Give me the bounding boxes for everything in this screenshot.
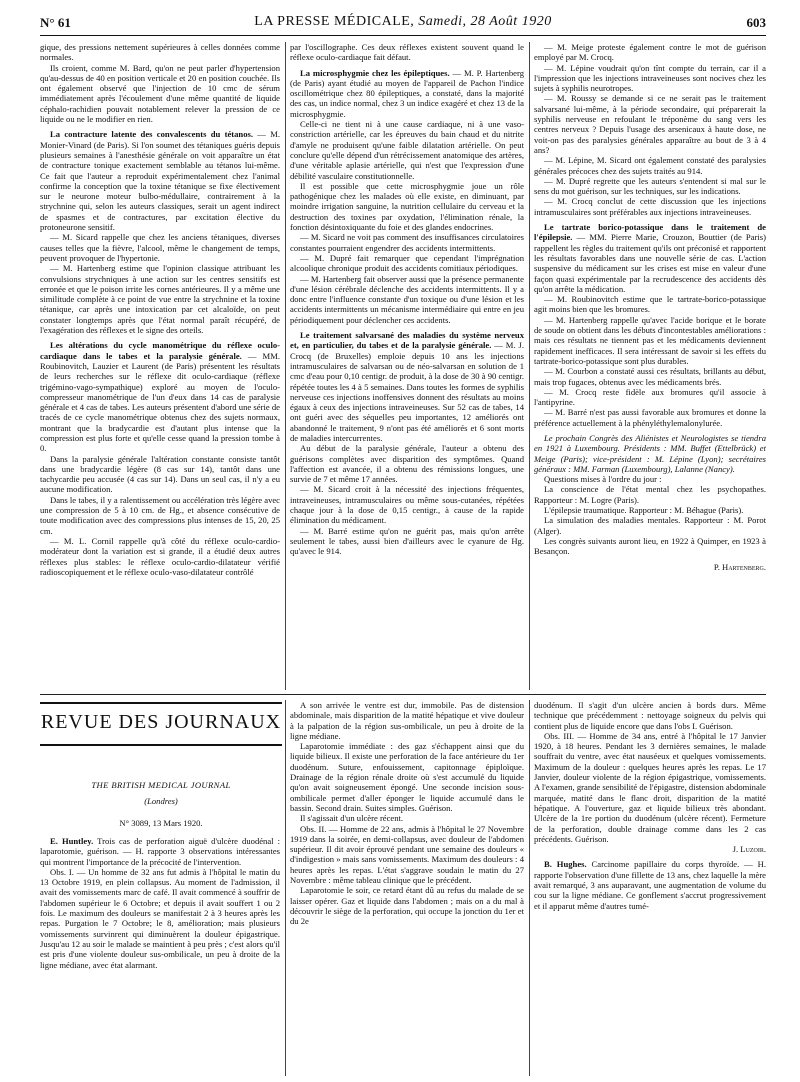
paragraph [290,181,524,232]
top-column-1 [40,42,280,690]
column-rule [529,42,530,690]
paragraph [534,294,766,315]
paragraph [534,155,766,176]
paragraph-text: gique, des pressions nettement supérieures à celles données comme normales. [40,42,280,63]
bottom-column-1 [40,836,280,1076]
paragraph [534,176,766,197]
paragraph [40,263,280,335]
paragraph-heading: La contracture latente des convalescents du tétanos. [50,129,253,140]
journal-title: LA PRESSE MÉDICALE, [254,14,415,29]
paragraph-text: Les congrès suivants auront lieu, en 1922 à Quimper, en 1923 à Besançon. [534,535,766,557]
paragraph [534,515,766,536]
paragraph [534,42,766,63]
running-title [40,14,766,30]
paragraph-text: Au début de la paralysie générale, l'auteur a obtenu des guérisons complètes avec disparition des symptômes. Quand l'affection est avancée, il a obtenu des rémissions longues, une survie de 7 et même 17 années. [290,443,524,485]
column-rule [529,700,530,1076]
top-column-2 [290,42,524,690]
paragraph [534,859,766,910]
column-rule [285,42,286,690]
paragraph-text: Carcinome papillaire du corps thyroïde. — H. rapporte l'observation d'une fillette de 13 ans, chez laquelle la mère avait remarqué, 3 ans auparavant, une augmentation de volume du cou sur la ligne médiane. Ce gonflement s'accrut progressivement et il apparut même d'autres tumé- [534,859,766,911]
paragraph-text: La conscience de l'état mental chez les psychopathes. Rapporteur : M. Logre (Paris). [534,484,766,505]
journal-name: THE BRITISH MEDICAL JOURNAL [91,780,231,790]
paragraph [290,700,524,741]
paragraph [40,42,280,63]
paragraph [40,495,280,536]
paragraph [290,274,524,325]
paragraph-text: L'épilepsie traumatique. Rapporteur : M. Béhague (Paris). [544,505,744,516]
paragraph [40,836,280,867]
paragraph-text: — M. Hartenberg fait observer aussi que la présence permanente d'une lésion cérébrale déclenche des accidents intermittents. Il y a donc entre l'influence constante d'un toxique ou d'une lésion et les accidents intermittents un mécanisme intermédiaire qui entre en jeu périodiquement pour déclencher ces accidents. [290,273,524,325]
paragraph-text: Le prochain Congrès des Aliénistes et Neurologistes se tiendra en 1921 à Luxembourg. Présidents : MM. Buffet (Ettelbrück) et Meige (Paris); vice-président : M. Lépine (Lyon); secrétaires généraux : MM. Farman (Luxembourg), Lalanne (Nancy). [534,432,766,474]
paragraph [534,700,766,731]
paragraph [534,196,766,217]
paragraph [534,433,766,474]
paragraph-text: — M. Sicard ne voit pas comment des insuffisances circulatoires constantes pourraient engendrer des accidents intermittents. [290,232,524,253]
paragraph [534,407,766,428]
paragraph-text: Il est possible que cette microsphygmie joue un rôle pathogénique chez les malades où elle existe, en diminuant, par moindre irrigation sanguine, la nutrition cellulaire du cerveau et la destruction des toxines par oxydation, l'élimination rénale, la fonction désintoxiquante du foie et des glandes endocrines. [290,180,524,233]
paragraph-text: — M. Lépine, M. Sicard ont également constaté des paralysies générales précoces chez des sujets traités au 914. [534,155,766,176]
paragraph-text: La simulation des maladies mentales. Rapporteur : M. Porot (Alger). [534,515,766,536]
page-number: 603 [746,15,766,30]
author-signature: J. Luzoir. [732,844,766,855]
top-column-3 [534,42,766,690]
paragraph [290,232,524,253]
paragraph [40,129,280,232]
paragraph-text: Questions mises à l'ordre du jour : [544,474,662,485]
paragraph-text: Laparotomie immédiate : des gaz s'échappent ainsi que du liquide bilieux. Il existe une perforation de la face antérieure du 1er duodénum. Suture, enfouissement, capitonnage épiploïque. Drainage de la région rénale droite où s'est accumulé du liquide qu'on avait soigneusement épongé. Une seconde incision sous-ombilicale permet d'aller éponger le liquide accumulé dans le bassin. Second drain. Suites simples. Guérison. [290,741,524,813]
paragraph [534,731,766,844]
section-banner [40,702,282,746]
paragraph-heading: Le traitement salvarsané des maladies du système nerveux et, en particulier, du tabes et de la paralysie générale. [290,330,524,351]
paragraph-text: Obs. III. — Homme de 34 ans, entré à l'hôpital le 17 Janvier 1920, à 18 heures. Pendant les 3 dernières semaines, le malade souffrait du ventre, avec état nauséeux et quelques vomissements. Maximum de la douleur : quelques heures après les repas. Le 17 Janvier, douleur violente de la région épigastrique, vomissements. A l'examen, grande sensibilité de l'épigastre, distension abdominale marquée, matité dans le flanc droit, disparition de la matité hépatique. A l'ouverture, gaz et liquide bilieux très abondant. Ulcère de la 1re portion du duodénum (ulcère récent). Fermeture de la perforation, double drainage comme dans les 2 cas précédents. Guérison. [534,730,766,844]
paragraph-text: — M. Dupré fait remarquer que cependant l'imprégnation alcoolique chronique produit des accidents comitiaux périodiques. [290,252,524,274]
paragraph [40,63,280,125]
paragraph [534,366,766,387]
paragraph-text: Obs. II. — Homme de 22 ans, admis à l'hôpital le 27 Novembre 1919 dans la soirée, en demi-collapsus, avec douleur de l'abdomen supérieur. Il dit avoir éprouvé pendant une semaine des douleurs « d'indigestion » mais sans vomissements. Maximum des douleurs : 4 heures après les repas. L'état s'aggrave soudain le matin du 27 Novembre : même tableau clinique que le précédent. [290,823,524,886]
paragraph [290,253,524,274]
paragraph-text: — M. Crocq reste fidèle aux bromures qu'il associe à l'antipyrine. [534,386,766,408]
paragraph [40,454,280,495]
paragraph-text: A son arrivée le ventre est dur, immobile. Pas de distension abdominale, mais disparition de la matité hépatique et vive douleur à la palpation de la région sus-ombilicale, un peu à droite de la ligne médiane. [290,700,524,741]
paragraph-text: duodénum. Il s'agit d'un ulcère ancien à bords durs. Même technique que précédemment : nettoyage soigneux du pelvis qui contient plus de liquide encore que dans l'obs I. Guérison. [534,700,766,731]
paragraph-heading: E. Huntley. [50,836,94,846]
paragraph-text: Laparotomie le soir, ce retard étant dû au refus du malade de se laisser opérer. Gaz et liquide dans l'abdomen ; mais on a du mal à découvrir le siège de la perforation, qui occupe la jonction du 1er et du 2e [290,885,524,927]
paragraph-text: — M. J. Crocq (de Bruxelles) emploie depuis 10 ans les injections intramusculaires de salvarsan ou de néo-salvarsan en solution de 1 cmc d'eau pour 0,10 centigr. de produit, à la dose de 30 à 90 centigr. répétée toutes les 4 à 5 semaines. Dans toutes les formes de syphilis nerveuse ces injections inoffensives donnent des résultats au moins égaux à ceux des injections intraveineuses. Sur 52 cas de tabes, 14 ont guéri avec des séquelles peu importantes, 12 améliorés ont abandonné le traitement, 9 n'ont pas été améliorés et 6 sont morts de maladies intercurrentes. [290,340,524,443]
issue-number: N° 61 [40,15,71,30]
paragraph-text: — MM. Pierre Marie, Crouzon, Bouttier (de Paris) rappellent les règles du traitement qu'ils ont préconisé et rapportent les résultats favorables dans une nouvelle série de cas. L'action suspensive du médicament sur les crises est mise en valeur d'une façon quasi expérimentale par la recrudescence des accidents dès qu'on arrête la médication. [534,232,766,294]
paragraph-text: par l'oscillographe. Ces deux réflexes existent souvent quand le réflexe oculo-cardiaque fait défaut. [290,42,524,63]
paragraph-text: — M. Lépine voudrait qu'on tînt compte du terrain, car il a l'impression que les injections intraveineuses sont nocives chez les sujets à syphilis neurotropes. [534,62,766,94]
paragraph-text: — M. Hartenberg rappelle qu'avec l'acide borique et le borate de soude on obtient dans les débuts d'incontestables améliorations : mais ces résultats ne tiennent pas et les médicaments deviennent rapidement inefficaces. Il sera intéressant de savoir si les effets du tartrate-borico-potassique sont plus durables. [534,314,766,366]
paragraph [534,63,766,94]
paragraph [290,824,524,886]
paragraph-text: Obs. I. — Un homme de 32 ans fut admis à l'hôpital le matin du 13 Octobre 1919, en plein collapsus. Au moment de l'admission, il avait des vomissements marc de café. Il avait commencé à souffrir de l'abdomen supérieur le 6 Octobre; et depuis il avait souffert 1 ou 2 fois. Le maximum des douleurs se manifestait 2 à 3 heures après les repas. Purgation le 7 Octobre; le 8, amélioration; mais plusieurs vomissements survinrent qui diminuèrent la douleur épigastrique. Jusqu'au 12 au soir le malade se maintient à peu près ; c'est alors qu'il est pris d'une violente douleur sus-ombilicale, un peu à droite de la ligne médiane, avec état alarmant. [40,866,280,970]
paragraph-text: — M. L. Cornil rappelle qu'à côté du réflexe oculo-cardio-modérateur dont la variation est si grande, il a étudié deux autres réflexes plus stables: le réflexe oculo-cardio-dilatateur vérifié radioscopiquement et le réflexe oculo-vaso-dilatateur contrôlé [40,535,280,577]
paragraph [40,232,280,263]
paragraph-text: Il s'agissait d'un ulcère récent. [300,813,404,824]
paragraph [290,484,524,525]
paragraph-text: — M. Dupré regrette que les auteurs s'entendent si mal sur le sens du mot guérison, sur les techniques, sur les indications. [534,175,766,197]
paragraph-text: Celle-ci ne tient ni à une cause cardiaque, ni à une vaso-constriction artérielle, car les épreuves du bain chaud et du nitrite d'amyle ne produisent qu'une faible dilatation artérielle. On peut conclure qu'elle dépend d'un rétrécissement anatomique des artères, d'une véritable aplasie artérielle, qui n'est que l'expression d'une débilité vasculaire constitutionnelle. [290,119,524,181]
paragraph-text: — M. Hartenberg estime que l'opinion classique attribuant les convulsions strychniques à une action sur les centres sensitifs est erronée et que le poison irrite les cornes antérieures. Il y a même une similitude complète à ce point de vue entre la strychnine et la toxine tétanique, car après une intoxication par cet alcaloïde, on peut constater longtemps après que l'état normal paraît récupéré, de l'exagération des réflexes et le signe des orteils. [40,263,280,336]
paragraph-text: — M. Sicard rappelle que chez les anciens tétaniques, diverses causes telles que la fièvre, l'alcool, même le changement de temps, peuvent provoquer de l'hypertonie. [40,232,280,263]
paragraph-text: — M. Barré estime qu'on ne guérit pas, mais qu'on arrête seulement le tabes, aussi bien d'ailleurs avec le cyanure de Hg. qu'avec le 914. [290,525,524,557]
column-rule [285,700,286,1076]
paragraph-text: — M. Roussy se demande si ce ne serait pas le traitement salvarsané lui-même, à la période secondaire, qui préparerait la syphilis nerveuse en refoulant le tréponème du sang vers les centres nerveux ? Depuis l'usage des arsenicaux à haute dose, ne voit-on pas des paralysies générales apparaître au bout de 3 à 4 ans? [534,93,766,155]
paragraph [40,867,280,970]
paragraph-text: — M. Crocq conclut de cette discussion que les injections intramusculaires sont préférables aux injections intraveineuses. [534,196,766,217]
paragraph [534,93,766,155]
paragraph-text: — M. Monier-Vinard (de Paris). Si l'on soumet des tétaniques guéris depuis plusieurs semaines à l'anesthésie générale on voit apparaître un état de contracture tonique exactement semblable au tétanos lui-même. Ce fait que l'auteur a reproduit expérimentalement chez l'animal confirme la conception que la toxine tétanique se fixe électivement sur le neurone moteur bulbo-médullaire, contrairement à la strychnine qui, selon les auteurs classiques, serait un agent indirect de spasmes et de contractures, par excitation élective du protoneurone sensitif. [40,129,280,233]
paragraph-heading: La microsphygmie chez les épileptiques. [300,67,450,78]
paragraph [290,526,524,557]
page-header [40,13,766,36]
paragraph [534,387,766,408]
paragraph-text: — M. Meige proteste également contre le mot de guérison employé par M. Crocq. [534,42,766,63]
paragraph [290,119,524,181]
section-title: REVUE DES JOURNAUX [40,711,282,733]
paragraph-text: Trois cas de perforation aiguë d'ulcère duodénal : laparotomie, guérison. — H. rapporte 3 observations intéressantes qui montrent l'importance de la précocité de l'intervention. [40,836,280,867]
paragraph [290,68,524,119]
journal-issue: N° 3089, 13 Mars 1920. [119,818,203,828]
paragraph [40,340,280,453]
paragraph-heading: B. Hughes. [544,859,587,870]
section-rule [40,694,766,695]
paragraph [290,741,524,813]
paragraph [534,484,766,505]
author-signature: P. Hartenberg. [713,561,766,572]
issue-date: Samedi, 28 Août 1920 [414,14,552,29]
paragraph [290,42,524,63]
paragraph-text: — M. Courbon a constaté aussi ces résultats, brillants au début, mais trop fugaces, obtenus avec les médicaments brés. [534,366,766,387]
paragraph-text: Ils croient, comme M. Bard, qu'on ne peut parler d'hypertension qu'au-dessus de 40 en position verticale et 20 en position couchée. Ils ont également observé que l'injection de 10 cmc de sérum immédiatement après l'écoulement d'une même quantité de liquide céphalo-rachidien pouvait notablement relever la pression de ce liquide ou ne le modifier en rien. [40,62,280,125]
paragraph [290,813,524,823]
paragraph-heading: Le tartrate borico-potassique dans le traitement de l'épilepsie. [534,222,766,243]
paragraph-heading: Les altérations du cycle manométrique du réflexe oculo-cardiaque dans le tabes et la paralysie générale. [40,340,280,361]
paragraph [534,474,766,484]
paragraph-text: — M. P. Hartenberg (de Paris) ayant étudié au moyen de l'appareil de Pachon l'indice oscillométrique chez 80 épileptiques, a constaté, dans la majorité des cas, un indice normal, chez 3 un indice exagéré et chez 13 de la microsphygmie. [290,67,524,119]
paragraph [534,505,766,515]
paragraph [290,330,524,443]
paragraph-text: — MM. Roubinovitch, Lauzier et Laurent (de Paris) présentent les résultats de leurs recherches sur le réflexe dit oculo-cardiaque (réflexe trigémino-vago-sympathique) exploré au moyen de l'oculo-compresseur manométrique de l'un d'eux dans 14 cas de paralysie générale et 4 cas de tabes. Les auteurs présentent d'abord une série de tracés de ce cycle manométrique obtenus chez des sujets normaux, montrant que la bradycardie est d'autant plus intense que la compression est plus forte et qu'elle cesse quand la pression tombe à 0. [40,350,280,454]
paragraph-text: Dans le tabes, il y a ralentissement ou accélération très légère avec une compression de 5 à 10 cm. de Hg., et absence consécutive de toute modification avec des compressions plus intenses de 15, 20, 25 cm. [40,494,280,536]
paragraph-text: — M. Sicard croit à la nécessité des injections fréquentes, intraveineuses, intramusculaires ou même sous-cutanées, répétées chaque jour à la dose de 0,15 centigr., à cause de la rapide élimination du médicament. [290,484,524,526]
paragraph [40,536,280,577]
paragraph [290,885,524,926]
paragraph-text: Dans la paralysie générale l'altération constante consiste tantôt dans une bradycardie légère (8 cas sur 14), tantôt dans une tachycardie peu accusée (4 cas sur 14). Dans un seul cas, il n'y a eu aucune modification. [40,453,280,495]
paragraph [534,315,766,366]
paragraph-text: — M. Barré n'est pas aussi favorable aux bromures et donne la préférence actuellement à la phényléthylemalonylurée. [534,407,766,428]
paragraph [290,443,524,484]
paragraph [534,536,766,557]
paragraph [534,222,766,294]
paragraph-text: — M. Roubinovitch estime que le tartrate-borico-potassique agit moins bien que les bromures. [534,294,766,315]
bottom-column-3 [534,700,766,1076]
bottom-column-2 [290,700,524,1076]
journal-city: (Londres) [144,796,178,806]
